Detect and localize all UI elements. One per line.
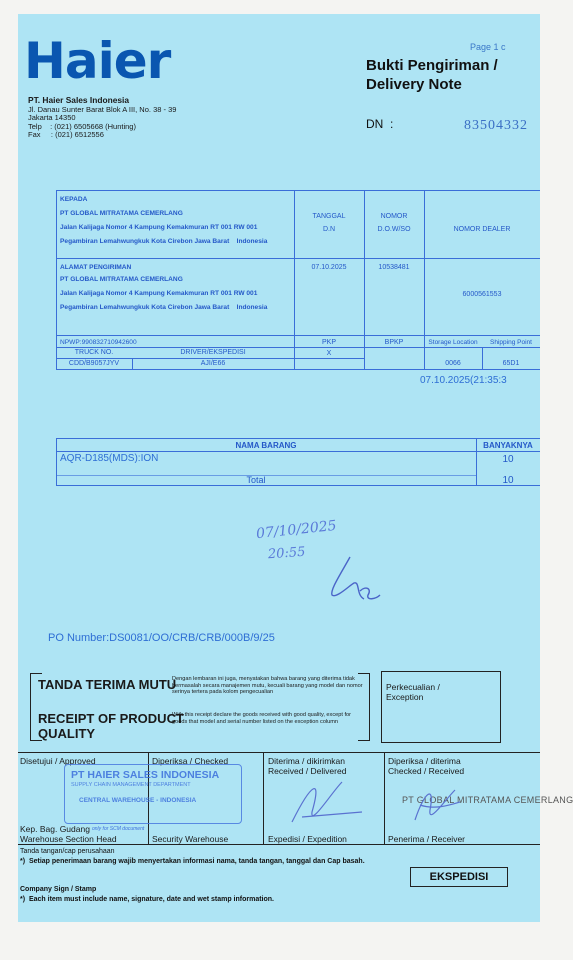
kepada-address-2: Pegambiran Lemahwungkuk Kota Cirebon Jawa Barat Indonesia [60,238,268,245]
items-table-header-rule [56,451,540,452]
stamp-line-3: CENTRAL WAREHOUSE - INDONESIA [79,797,197,804]
alamat-name: PT GLOBAL MITRATAMA CEMERLANG [60,276,183,283]
items-total-value: 10 [502,475,514,486]
expedition-label: Expedisi / Expedition [268,834,347,844]
alamat-label: ALAMAT PENGIRIMAN [60,264,132,271]
handwritten-date: 07/10/2025 [255,517,338,543]
receipt-title-en-2: QUALITY [38,726,96,741]
footer-line-3: Company Sign / Stamp [20,886,97,893]
warehouse-head-1: Kep. Bag. Gudang [20,824,90,834]
tanggal-sub: D.N [322,226,336,233]
received-delivered-1: Diterima / dikirimkan [268,756,345,766]
kepada-name: PT GLOBAL MITRATAMA CEMERLANG [60,210,183,217]
shipping-point-value: 65D1 [502,360,520,367]
stamp-line-2: SUPPLY CHAIN MANAGEMENT DEPARTMENT [71,782,191,788]
nomor-dealer-label: NOMOR DEALER [453,226,511,233]
expedition-signature [282,772,372,832]
exception-label-1: Perkecualian / [386,682,440,692]
bracket [30,673,42,674]
exception-box-bottom [381,742,500,743]
nomor-sub: D.O.W/SO [377,226,411,233]
kepada-address-1: Jalan Kalijaga Nomor 4 Kampung Kemakmuran RT 001 RW 001 [60,224,258,231]
items-total-label: Total [246,475,266,485]
npwp: NPWP:990832710942600 [60,339,137,346]
bracket [358,740,370,741]
title-line-1: Bukti Pengiriman / [366,57,498,74]
grid-line [56,358,364,359]
grid-line [56,190,57,369]
print-timestamp: 07.10.2025(21:35:3 [420,375,507,386]
checked-label: Diperiksa / Checked [152,756,229,766]
stamp-note: only for SCM document [92,826,145,832]
handwritten-signature [320,555,390,605]
pkp-value: X [326,350,332,357]
shipping-point-label: Shipping Point [490,339,532,346]
item-name: AQR-D185(MDS):ION [60,453,159,464]
nomor-label: NOMOR [380,213,408,220]
grid-line [56,335,540,336]
checked-received-1: Diperiksa / diterima [388,756,461,766]
so-number: 10538481 [378,264,410,271]
company-address-2: Jakarta 14350 [28,113,76,123]
haier-logo: Haier [24,32,171,90]
item-qty: 10 [502,454,514,465]
bracket [30,673,31,741]
document-title [366,56,498,94]
dn-label: DN : [366,117,394,131]
grid-line [56,369,540,370]
company-info [28,96,176,140]
items-table-top [56,438,540,439]
approved-label: Disetujui / Approved [20,756,96,766]
truck-label: TRUCK NO. [74,349,114,356]
received-delivered-2: Received / Delivered [268,766,347,776]
items-header-name: NAMA BARANG [235,441,297,450]
receipt-title-en [38,711,184,741]
exception-box-top [381,671,500,672]
receiver-label: Penerima / Receiver [388,834,466,844]
dealer-number: 6000561553 [462,291,502,298]
page-indicator: Page 1 c [470,42,506,52]
driver-label: DRIVER/EKSPEDISI [180,349,246,356]
kepada-label: KEPADA [60,196,88,203]
receiver-signature [410,780,470,830]
bpkp-label: BPKP [384,339,404,346]
signature-table-top [18,752,540,753]
security-warehouse-label: Security Warehouse [152,834,229,844]
exception-box-left [381,671,382,743]
checked-received-2: Checked / Received [388,766,465,776]
dn-number: 83504332 [464,118,528,133]
truck-number: CDD/B9057JYV [68,360,120,367]
signature-divider [263,752,264,844]
receipt-title-id: TANDA TERIMA MUTU [38,677,177,692]
exception-box-right [500,671,501,743]
stamp-line-1: PT HAIER SALES INDONESIA [71,769,220,781]
alamat-address-2: Pegambiran Lemahwungkuk Kota Cirebon Jawa Barat Indonesia [60,304,268,311]
footer-line-4: *) Each item must include name, signature, date and wet stamp information. [20,896,274,903]
warehouse-stamp [64,764,242,824]
items-table-bottom [56,485,540,486]
storage-location-label: Storage Location [428,339,478,346]
bracket [358,673,370,674]
pkp-label: PKP [321,339,336,346]
company-telp: Telp : (021) 6505668 (Hunting) [28,121,136,131]
checked-received-label [388,756,464,776]
company-fax: Fax : (021) 6512556 [28,130,104,140]
warehouse-head-2: Warehouse Section Head [20,834,117,844]
exception-label [386,682,440,702]
receipt-text-id: Dengan lembaran ini juga, menyatakan bahwa barang yang diterima tidak bermasalah secara manajemen mutu, kecuali barang yang model dan nomor serinya tertera pada kolom pengecualian [172,676,363,696]
grid-line [56,258,540,259]
items-header-qty: BANYAKNYA [483,441,533,450]
warehouse-head-label [20,824,117,844]
copy-label: EKSPEDISI [410,867,508,887]
po-number: PO Number:DS0081/OO/CRB/CRB/000B/9/25 [48,632,275,644]
handwritten-time: 20:55 [267,544,306,563]
exception-label-2: Exception [386,692,424,702]
company-address-1: Jl. Danau Sunter Barat Blok A III, No. 38 - 39 [28,104,177,114]
driver-value: AJI/E66 [200,360,226,367]
storage-location-value: 0066 [445,360,461,367]
grid-line [56,347,540,348]
tanggal-label: TANGGAL [312,213,346,220]
company-name: PT. Haier Sales Indonesia [28,95,130,105]
bracket [369,673,370,741]
footer-line-1: Tanda tangan/cap perusahaan [20,848,115,855]
grid-line [56,190,540,191]
signature-table-bottom [18,844,540,845]
alamat-address-1: Jalan Kalijaga Nomor 4 Kampung Kemakmuran RT 001 RW 001 [60,290,258,297]
footer-line-2: *) Setiap penerimaan barang wajib menyertakan informasi nama, tanda tangan, tanggal dan Cap basah. [20,858,365,865]
receipt-title-en-1: RECEIPT OF PRODUCT [38,711,184,726]
receiver-stamp: PT GLOBAL MITRATAMA CEMERLANG [402,795,573,805]
receipt-text-en: With this receipt declare the goods received with good quality, except for goods that model and serial number listed on the exception column [172,712,351,725]
signature-divider [384,752,385,844]
dn-date: 07.10.2025 [311,264,347,271]
title-line-2: Delivery Note [366,76,462,93]
